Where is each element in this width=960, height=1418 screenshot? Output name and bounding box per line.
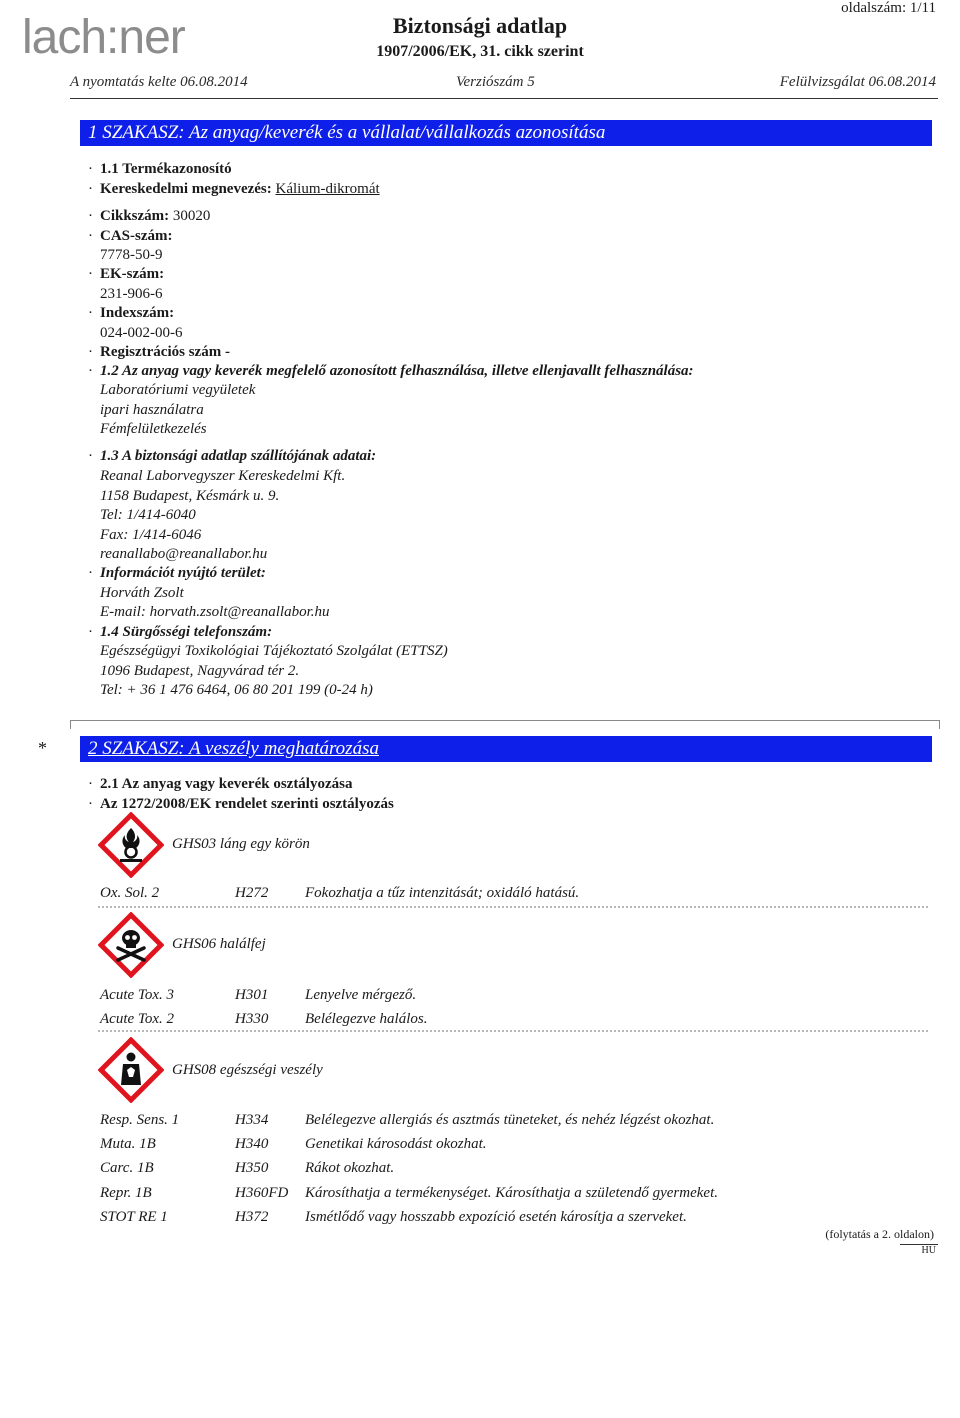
header-rule bbox=[70, 98, 938, 99]
flame-over-circle-icon bbox=[98, 812, 164, 878]
supplier-email: reanallabo@reanallabor.hu bbox=[100, 546, 268, 562]
registration-line: · Regisztrációs szám - bbox=[88, 344, 230, 360]
hazard-class: Acute Tox. 3 bbox=[100, 987, 175, 1003]
index-label: · Indexszám: bbox=[88, 305, 175, 321]
supplier-name: Reanal Laborvegyszer Kereskedelmi Kft. bbox=[100, 468, 346, 484]
info-title: · Információt nyújtó terület: bbox=[88, 565, 266, 581]
hazard-class: Muta. 1B bbox=[100, 1136, 156, 1152]
hazard-code: H360FD bbox=[235, 1185, 289, 1201]
continued-note: (folytatás a 2. oldalon) bbox=[825, 1227, 934, 1241]
emergency-phone: Tel: + 36 1 476 6464, 06 80 201 199 (0-24 h) bbox=[100, 682, 373, 698]
hazard-code: H372 bbox=[235, 1209, 269, 1225]
health-hazard-icon bbox=[98, 1037, 164, 1103]
hazard-statement: Lenyelve mérgező. bbox=[305, 987, 417, 1003]
emergency-address: 1096 Budapest, Nagyvárad tér 2. bbox=[100, 663, 300, 679]
hazard-code: H330 bbox=[235, 1011, 269, 1027]
supplier-address: 1158 Budapest, Késmárk u. 9. bbox=[100, 488, 280, 504]
classification-title: · 2.1 Az anyag vagy keverék osztályozása bbox=[88, 776, 353, 792]
ec-label: · EK-szám: bbox=[88, 266, 165, 282]
supplier-title: · 1.3 A biztonsági adatlap szállítójának adatai: bbox=[88, 448, 377, 464]
ec-value: 231-906-6 bbox=[100, 286, 163, 302]
hazard-statement: Rákot okozhat. bbox=[305, 1160, 395, 1176]
hazard-code: H334 bbox=[235, 1112, 269, 1128]
hazard-statement: Belélegezve halálos. bbox=[305, 1011, 428, 1027]
supplier-fax: Fax: 1/414-6046 bbox=[100, 527, 202, 543]
version-number: Verziószám 5 bbox=[456, 74, 535, 90]
info-contact-name: Horváth Zsolt bbox=[100, 585, 184, 601]
hazard-code: H272 bbox=[235, 885, 269, 901]
hazard-statement: Ismétlődő vagy hosszabb expozíció esetén károsítja a szerveket. bbox=[305, 1209, 687, 1225]
use-item: Laboratóriumi vegyületek bbox=[100, 382, 256, 398]
use-item: Fémfelületkezelés bbox=[100, 421, 207, 437]
change-marker: * bbox=[38, 738, 47, 758]
document-subtitle: 1907/2006/EK, 31. cikk szerint bbox=[376, 43, 584, 60]
hazard-class: Carc. 1B bbox=[100, 1160, 154, 1176]
separator bbox=[98, 1030, 928, 1032]
separator bbox=[98, 906, 928, 908]
language-tag: HU bbox=[921, 1245, 936, 1256]
print-date: A nyomtatás kelte 06.08.2014 bbox=[70, 74, 248, 90]
hazard-class: Resp. Sens. 1 bbox=[100, 1112, 180, 1128]
revision-date: Felülvizsgálat 06.08.2014 bbox=[779, 74, 936, 90]
page-number: oldalszám: 1/11 bbox=[841, 0, 936, 16]
hazard-statement: Genetikai károsodást okozhat. bbox=[305, 1136, 487, 1152]
section2-heading: 2 SZAKASZ: A veszély meghatározása bbox=[80, 736, 932, 762]
cas-label: · CAS-szám: bbox=[88, 228, 173, 244]
hazard-class: Acute Tox. 2 bbox=[100, 1011, 175, 1027]
ghs06-label: GHS06 halálfej bbox=[172, 936, 266, 952]
article-number-line: · Cikkszám: 30020 bbox=[88, 208, 211, 224]
use-item: ipari használatra bbox=[100, 402, 204, 418]
regulation-title: · Az 1272/2008/EK rendelet szerinti osztályozás bbox=[88, 796, 394, 812]
supplier-phone: Tel: 1/414-6040 bbox=[100, 507, 196, 523]
ghs08-label: GHS08 egészségi veszély bbox=[172, 1062, 323, 1078]
emergency-service: Egészségügyi Toxikológiai Tájékoztató Szolgálat (ETTSZ) bbox=[100, 643, 448, 659]
hazard-class: Repr. 1B bbox=[100, 1185, 152, 1201]
hazard-code: H301 bbox=[235, 987, 269, 1003]
hazard-statement: Fokozhatja a tűz intenzitását; oxidáló hatású. bbox=[305, 885, 580, 901]
ghs03-label: GHS03 láng egy körön bbox=[172, 836, 310, 852]
hazard-code: H350 bbox=[235, 1160, 269, 1176]
hazard-class: Ox. Sol. 2 bbox=[100, 885, 160, 901]
hazard-code: H340 bbox=[235, 1136, 269, 1152]
index-value: 024-002-00-6 bbox=[100, 325, 183, 341]
hazard-statement: Belélegezve allergiás és asztmás tüneteket, és nehéz légzést okozhat. bbox=[305, 1112, 715, 1128]
trade-name-line: · Kereskedelmi megnevezés: Kálium-dikromát bbox=[88, 181, 380, 197]
hazard-statement: Károsíthatja a termékenységet. Károsíthatja a születendő gyermeket. bbox=[305, 1185, 718, 1201]
info-contact-email: E-mail: horvath.zsolt@reanallabor.hu bbox=[100, 604, 330, 620]
skull-crossbones-icon bbox=[98, 912, 164, 978]
company-logo: lach:ner bbox=[22, 11, 185, 64]
emergency-title: · 1.4 Sürgősségi telefonszám: bbox=[88, 624, 273, 640]
trade-name-value: Kálium-dikromát bbox=[275, 181, 380, 197]
uses-title: · 1.2 Az anyag vagy keverék megfelelő azonosított felhasználása, illetve ellenjavallt felhasználása: bbox=[88, 363, 694, 379]
hazard-class: STOT RE 1 bbox=[100, 1209, 168, 1225]
product-identifier-title: · 1.1 Termékazonosító bbox=[88, 161, 232, 177]
cas-value: 7778-50-9 bbox=[100, 247, 163, 263]
section1-heading: 1 SZAKASZ: Az anyag/keverék és a vállalat/vállalkozás azonosítása bbox=[80, 120, 932, 146]
document-title: Biztonsági adatlap bbox=[392, 13, 568, 38]
section2-frame bbox=[70, 720, 940, 729]
